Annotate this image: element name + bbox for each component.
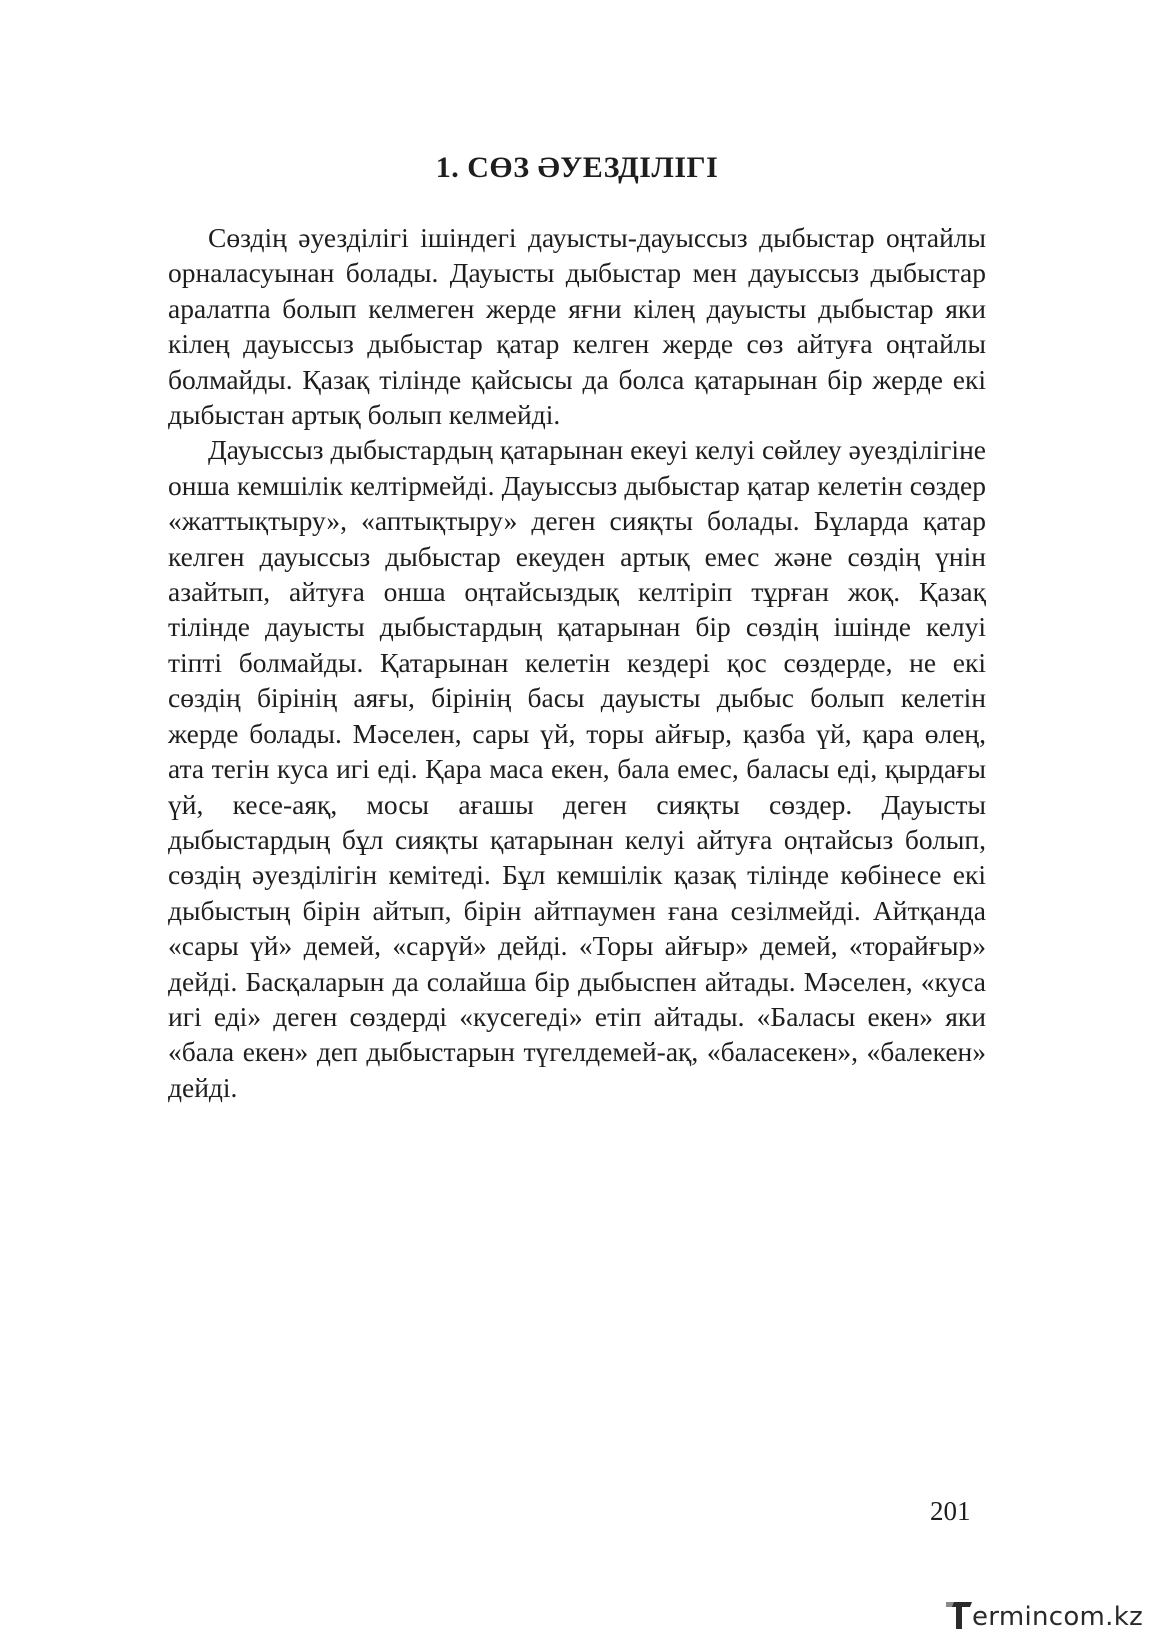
chapter-title: 1. СӨЗ ӘУЕЗДІЛІГІ	[435, 151, 719, 184]
page-number: 201	[930, 1496, 971, 1526]
watermark-text: ermincom.kz	[972, 1602, 1144, 1632]
t-letter-logo-icon	[944, 1598, 974, 1632]
paragraph-1: Сөздің әуезділігі ішіндегі дауысты-дауыссыз дыбыстар оңтайлы орналасуынан болады. Дауысты дыбыстар мен дауыссыз дыбыстар аралатпа болып келмеген жерде яғни кілең дауысты дыбыстар яки кілең дауыссыз дыбыстар қатар келген жерде сөз айтуға оңтайлы болмайды. Қазақ тілінде қайсысы да болса қатарынан бір жерде екі дыбыстан артық болып келмейді.	[168, 222, 986, 431]
paragraph-2: Дауыссыз дыбыстардың қатарынан екеуі келуі сөйлеу әуезділігіне онша кемшілік келтірмейді. Дауыссыз дыбыстар қатар келетін сөздер «жаттықтыру», «аптықтыру» деген сияқты болады. Бұларда қатар келген дауыссыз дыбыстар екеуден артық емес және сөздің үнін азайтып, айтуға онша оңтайсыздық келтіріп тұрған жоқ. Қазақ тілінде дауысты дыбыстардың қатарынан бір сөздің ішінде келуі тіпті болмайды. Қатарынан келетін кездері қос сөздерде, не екі сөздің бірінің аяғы, бірінің басы дауысты дыбыс болып келетін жерде болады. Мәселен, сары үй, торы айғыр, қазба үй, қара өлең, ата тегін куса игі еді. Қара маса екен, бала емес, баласы еді, қырдағы үй, кесе-аяқ, мосы ағашы деген сияқты сөздер. Дауысты дыбыстардың бұл сияқты қатарынан келуі айтуға оңтайсыз болып, сөздің әуезділігін кемітеді. Бұл кемшілік қазақ тілінде көбінесе екі дыбыстың бірін айтып, бірін айтпаумен ғана сезілмейді. Айтқанда «сары үй» демей, «сарүй» дейді. «Торы айғыр» демей, «торайғыр» дейді. Басқаларын да солайша бір дыбыспен айтады. Мәселен, «куса игі еді» деген сөздерді «кусегеді» етіп айтады. «Баласы екен» яки «бала екен» деп дыбыстарын түгелдемей-ақ, «баласекен», «балекен» дейді.	[168, 434, 986, 1103]
site-watermark	[944, 1596, 1143, 1632]
body-text	[168, 220, 986, 1105]
